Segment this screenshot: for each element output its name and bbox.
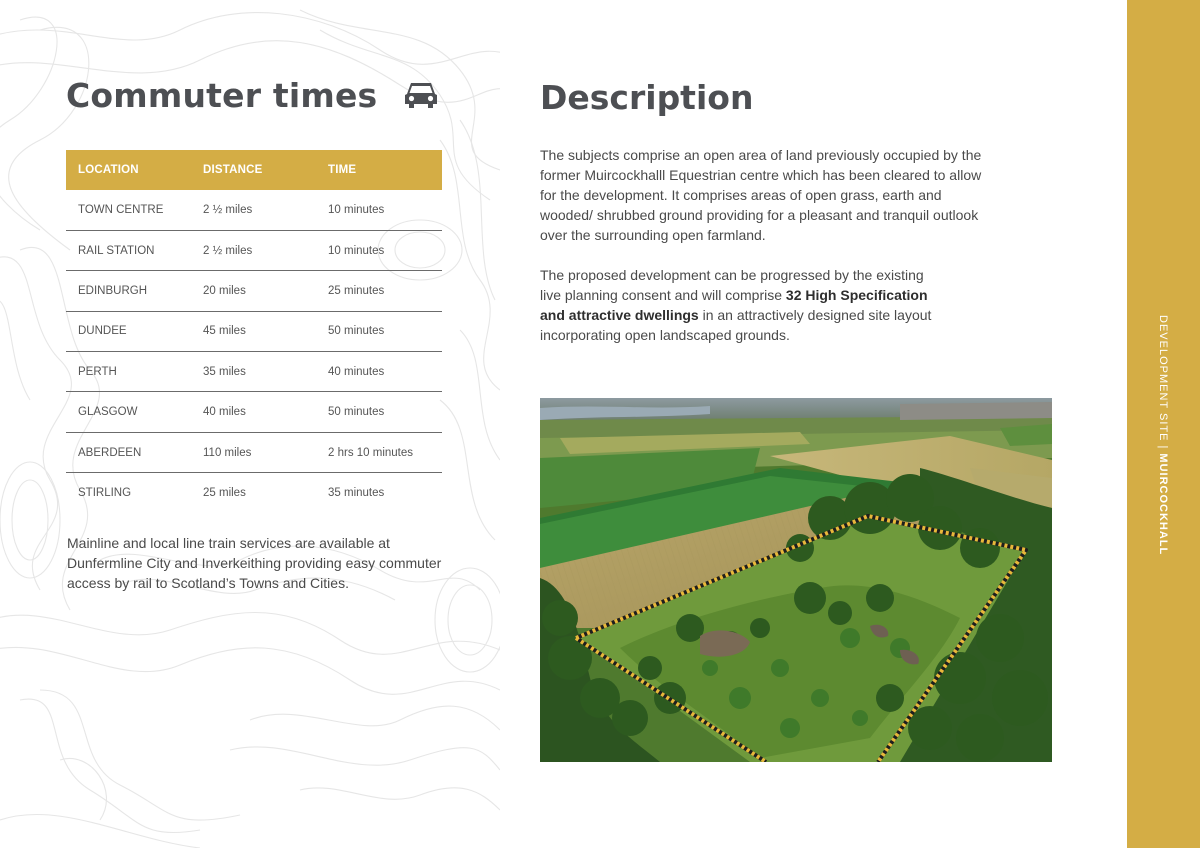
table-header-row bbox=[66, 150, 442, 190]
header-location: LOCATION bbox=[66, 150, 191, 190]
train-services-note: Mainline and local line train services are available at Dunfermline City and Inverkeithing providing easy commuter access by rail to Scotland’s Towns and Cities. bbox=[67, 535, 442, 591]
cell-distance: 20 miles bbox=[191, 271, 316, 311]
description-body bbox=[540, 145, 990, 365]
table-row bbox=[66, 190, 442, 230]
cell-time: 40 minutes bbox=[316, 352, 442, 392]
cell-location: STIRLING bbox=[78, 487, 132, 500]
side-label-category: DEVELOPMENT SITE bbox=[1157, 315, 1169, 442]
side-label-site-name: MUIRCOCKHALL bbox=[1157, 453, 1169, 556]
car-icon bbox=[403, 79, 439, 111]
commuter-times-heading-row bbox=[66, 70, 439, 120]
cell-time: 10 minutes bbox=[316, 230, 442, 270]
cell-distance: 2 ½ miles bbox=[191, 190, 316, 230]
cell-distance: 40 miles bbox=[191, 392, 316, 432]
commuter-times-table bbox=[66, 150, 442, 513]
cell-time: 50 minutes bbox=[316, 392, 442, 432]
table-row bbox=[66, 230, 442, 270]
table-row bbox=[66, 432, 442, 472]
cell-distance: 110 miles bbox=[191, 432, 316, 472]
table-row bbox=[66, 473, 442, 513]
cell-location: EDINBURGH bbox=[66, 271, 191, 311]
cell-distance: 25 miles bbox=[203, 487, 246, 500]
cell-location: TOWN CENTRE bbox=[66, 190, 191, 230]
cell-distance: 2 ½ miles bbox=[191, 230, 316, 270]
table-row bbox=[66, 271, 442, 311]
aerial-site-photo bbox=[540, 398, 1052, 762]
cell-time: 35 minutes bbox=[328, 487, 385, 500]
cell-location: RAIL STATION bbox=[66, 230, 191, 270]
paragraph-2-text-end: in an attractively designed site layout incorporating open landscaped grounds. bbox=[540, 307, 932, 343]
header-distance: DISTANCE bbox=[191, 150, 316, 190]
cell-location: DUNDEE bbox=[66, 311, 191, 351]
commuter-times-title: Commuter times bbox=[66, 75, 378, 115]
table-row bbox=[66, 352, 442, 392]
cell-location: PERTH bbox=[66, 352, 191, 392]
table-row bbox=[66, 311, 442, 351]
side-label-separator: | bbox=[1157, 445, 1169, 450]
cell-location: GLASGOW bbox=[66, 392, 191, 432]
cell-location: ABERDEEN bbox=[66, 432, 191, 472]
cell-distance: 45 miles bbox=[191, 311, 316, 351]
cell-distance: 35 miles bbox=[191, 352, 316, 392]
description-paragraph-1: The subjects comprise an open area of land previously occupied by the former Muircockhalll Equestrian centre which has been cleared to allow for the development. It comprises areas of open grass, earth and wooded/ shrubbed ground providing for a pleasant and tranquil outlook over the surrounding open farmland. bbox=[540, 147, 982, 243]
paragraph-2-highlight: 32 High Specification and attractive dwellings bbox=[540, 287, 928, 323]
table-row bbox=[66, 392, 442, 432]
cell-time: 10 minutes bbox=[316, 190, 442, 230]
cell-time: 50 minutes bbox=[316, 311, 442, 351]
cell-time: 2 hrs 10 minutes bbox=[316, 432, 442, 472]
header-time: TIME bbox=[316, 150, 442, 190]
cell-time: 25 minutes bbox=[316, 271, 442, 311]
description-paragraph-2 bbox=[540, 265, 935, 345]
side-label bbox=[1157, 315, 1169, 555]
description-title: Description bbox=[540, 78, 754, 117]
paragraph-2-text-start: The proposed development can be progressed by the existing live planning consent and will comprise bbox=[540, 267, 924, 303]
